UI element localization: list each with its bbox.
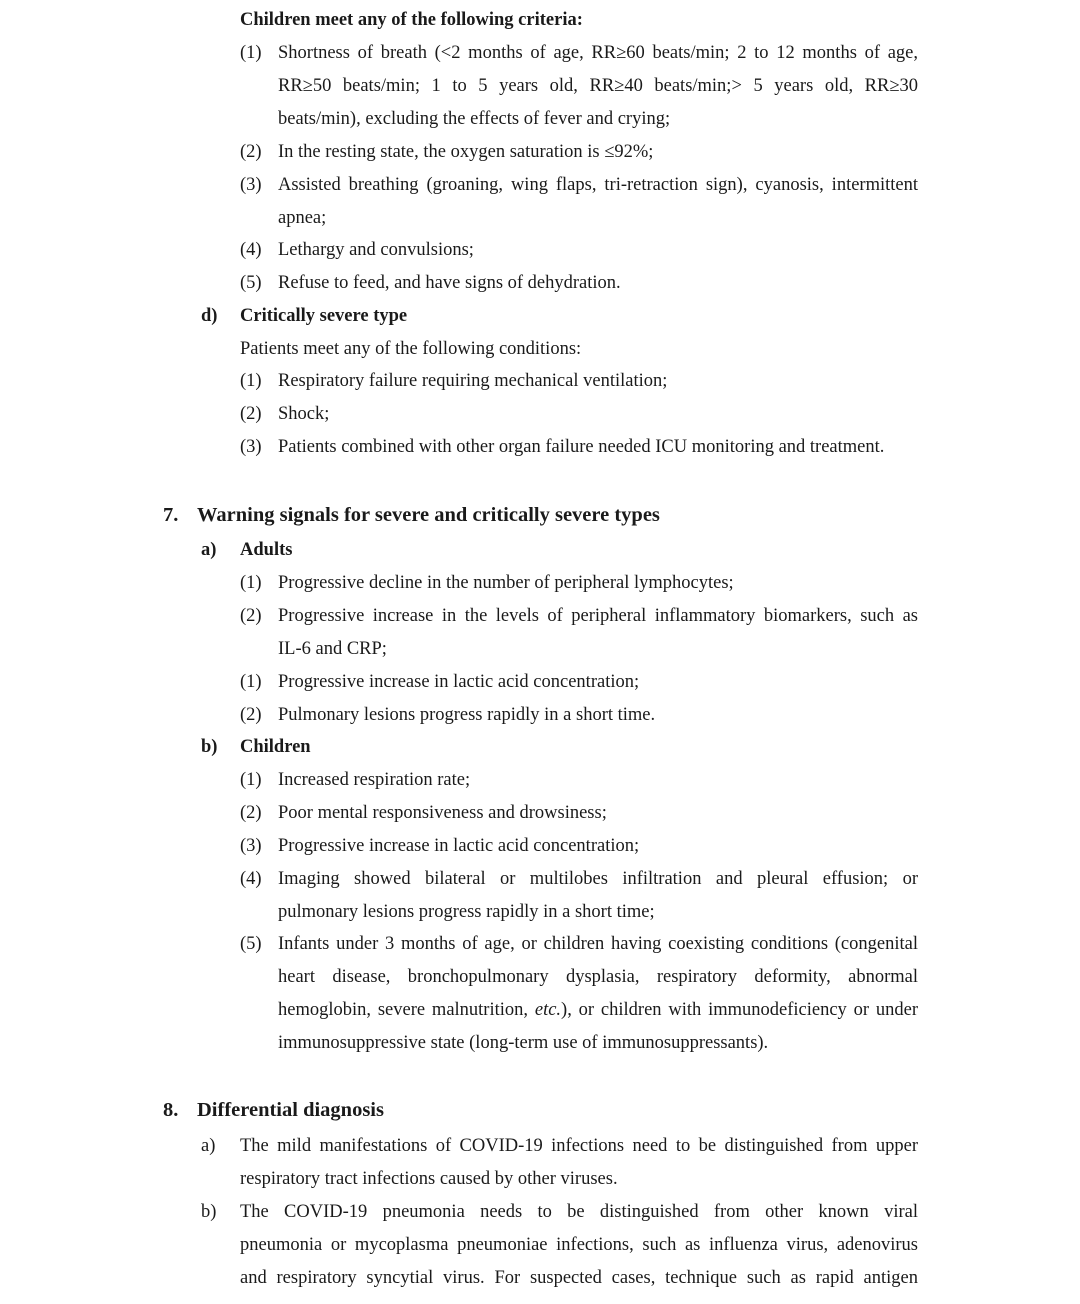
list-item-text: Respiratory failure requiring mechanical ventilation; <box>278 371 668 391</box>
list-number: (1) <box>240 770 262 790</box>
section-title: Warning signals for severe and critically severe types <box>197 504 660 526</box>
list-item-text: Shock; <box>278 404 330 424</box>
paragraph-text: The COVID-19 pneumonia needs to be distinguished from other known viral <box>240 1202 918 1222</box>
list-number: (5) <box>240 273 262 293</box>
list-number: (3) <box>240 437 262 457</box>
list-item-text: Progressive increase in lactic acid concentration; <box>278 672 640 692</box>
list-number: (1) <box>240 672 262 692</box>
list-item-text: In the resting state, the oxygen saturation is ≤92%; <box>278 142 654 162</box>
list-number: (1) <box>240 371 262 391</box>
list-item-text: immunosuppressive state (long-term use of immunosuppressants). <box>278 1033 769 1053</box>
subsection-letter: a) <box>201 540 217 560</box>
list-item-text: Pulmonary lesions progress rapidly in a short time. <box>278 705 656 725</box>
list-item-text: Patients combined with other organ failure needed ICU monitoring and treatment. <box>278 437 885 457</box>
list-item-text: Progressive decline in the number of peripheral lymphocytes; <box>278 573 734 593</box>
section-number: 7. <box>163 504 179 526</box>
list-number: (5) <box>240 934 262 954</box>
list-number: (2) <box>240 142 262 162</box>
list-item-text: Poor mental responsiveness and drowsiness; <box>278 803 607 823</box>
list-item-text: pulmonary lesions progress rapidly in a short time; <box>278 902 655 922</box>
subsection-title: Children <box>240 737 311 757</box>
list-item-text: Progressive increase in the levels of peripheral inflammatory biomarkers, such as <box>278 606 918 626</box>
subsection-letter: a) <box>201 1136 216 1156</box>
paragraph-text: Patients meet any of the following conditions: <box>240 339 582 359</box>
list-item-text: Increased respiration rate; <box>278 770 471 790</box>
list-item-text: Progressive increase in lactic acid concentration; <box>278 836 640 856</box>
subsection-letter: b) <box>201 1202 217 1222</box>
list-item-text: Shortness of breath (<2 months of age, RR≥60 beats/min; 2 to 12 months of age, <box>278 43 918 63</box>
list-number: (2) <box>240 803 262 823</box>
list-number: (3) <box>240 175 262 195</box>
list-item-text: Imaging showed bilateral or multilobes infiltration and pleural effusion; or <box>278 869 918 889</box>
paragraph-text: pneumonia or mycoplasma pneumoniae infections, such as influenza virus, adenovirus <box>240 1235 918 1255</box>
paragraph-text: respiratory tract infections caused by other viruses. <box>240 1169 618 1189</box>
list-item-text-part: ), or children with immunodeficiency or under <box>561 1000 919 1020</box>
children-criteria-heading: Children meet any of the following criteria: <box>240 10 583 30</box>
list-number: (2) <box>240 606 262 626</box>
list-number: (1) <box>240 573 262 593</box>
list-item-text: heart disease, bronchopulmonary dysplasia, respiratory deformity, abnormal <box>278 967 918 987</box>
list-number: (1) <box>240 43 262 63</box>
list-item-text: Assisted breathing (groaning, wing flaps, tri-retraction sign), cyanosis, intermittent <box>278 175 918 195</box>
section-title: Differential diagnosis <box>197 1099 384 1121</box>
list-number: (4) <box>240 240 262 260</box>
list-number: (2) <box>240 705 262 725</box>
list-item-text: apnea; <box>278 208 327 228</box>
list-item-text: Infants under 3 months of age, or children having coexisting conditions (congenital <box>278 934 918 954</box>
list-number: (2) <box>240 404 262 424</box>
paragraph-text: The mild manifestations of COVID-19 infections need to be distinguished from upper <box>240 1136 918 1156</box>
list-item-text: Refuse to feed, and have signs of dehydration. <box>278 273 621 293</box>
list-item-text <box>278 998 918 1022</box>
etc-italic: etc. <box>534 1000 562 1020</box>
list-item-text: Lethargy and convulsions; <box>278 240 474 260</box>
subsection-letter: b) <box>201 737 218 757</box>
section-number: 8. <box>163 1099 179 1121</box>
paragraph-text: and respiratory syncytial virus. For suspected cases, technique such as rapid antigen <box>240 1268 918 1288</box>
subsection-letter: d) <box>201 306 218 326</box>
list-item-text-part: hemoglobin, severe malnutrition, <box>278 1000 535 1020</box>
list-item-text: IL-6 and CRP; <box>278 639 387 659</box>
list-item-text: RR≥50 beats/min; 1 to 5 years old, RR≥40 beats/min;> 5 years old, RR≥30 <box>278 76 918 96</box>
list-number: (4) <box>240 869 262 889</box>
list-number: (3) <box>240 836 262 856</box>
subsection-title: Adults <box>240 540 293 560</box>
subsection-title: Critically severe type <box>240 306 408 326</box>
list-item-text: beats/min), excluding the effects of fever and crying; <box>278 109 671 129</box>
